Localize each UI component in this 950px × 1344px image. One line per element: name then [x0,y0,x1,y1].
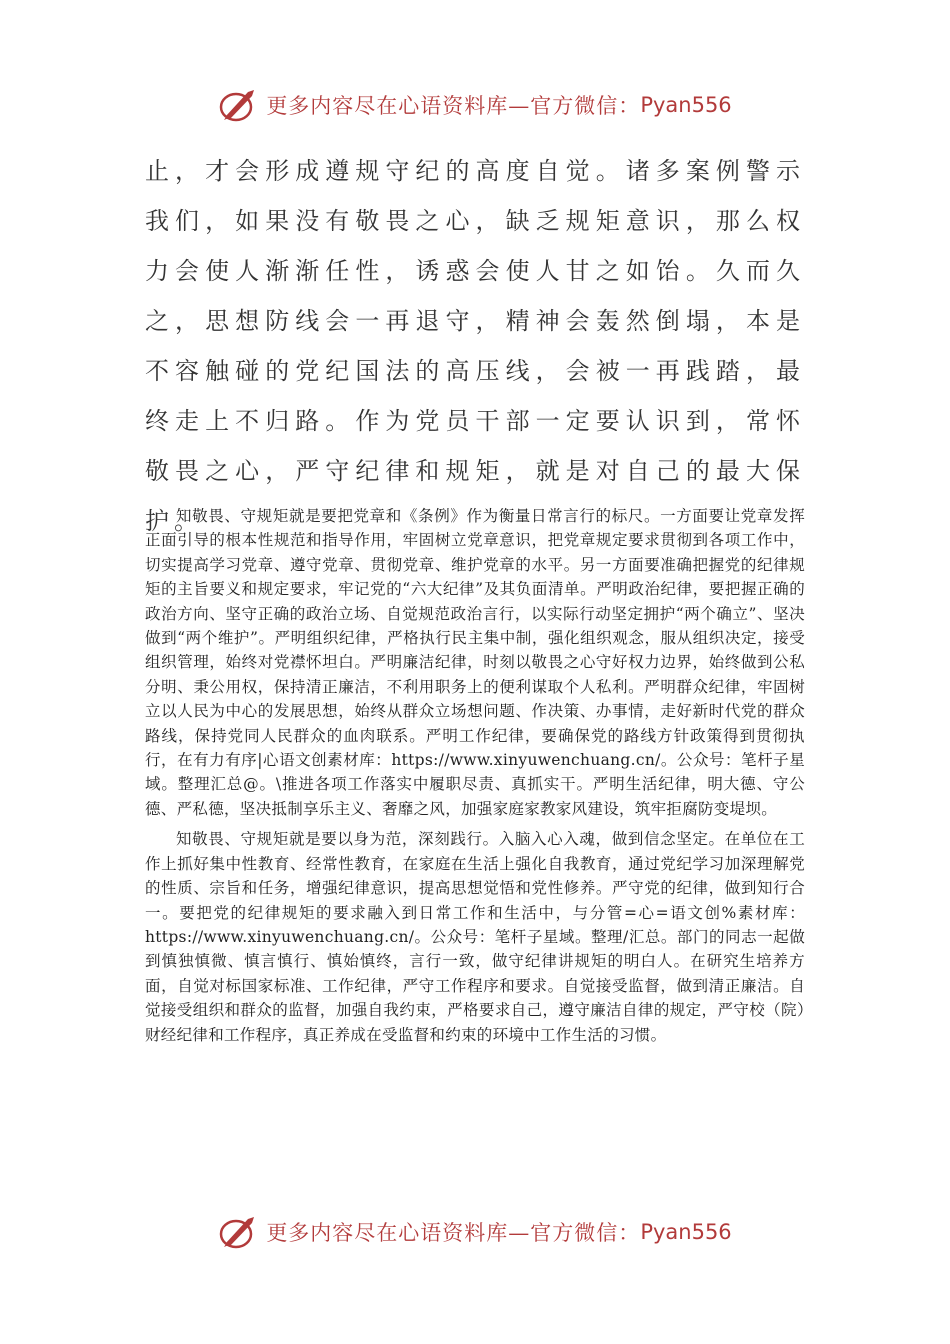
banner-slogan: 更多内容尽在心语资料库—官方微信： [266,94,641,118]
pen-logo-icon [218,1213,260,1251]
large-paragraph: 止，才会形成遵规守纪的高度自觉。诸多案例警示我们，如果没有敬畏之心，缺乏规矩意识，那么权力会使人渐渐任性，诱惑会使人甘之如饴。久而久之，思想防线会一再退守，精神会轰然倒塌，本是不容触碰的党纪国法的高压线，会被一再践踏，最终走上不归路。作为党员干部一定要认识到，常怀敬畏之心，严守纪律和规矩，就是对自己的最大保护。 [145,157,805,535]
paragraph: 知敬畏、守规矩就是要以身为范，深刻践行。入脑入心入魂，做到信念坚定。在单位在工作上抓好集中性教育、经常性教育，在家庭在生活上强化自我教育，通过党纪学习加深理解党的性质、宗旨和任务，增强纪律意识，提高思想觉悟和党性修养。严守党的纪律，做到知行合一。要把党的纪律规矩的要求融入到日常工作和生活中，与分管=心=语文创%素材库：https://www.xinyuwenchuang.cn/。公众号：笔杆子星域。整理/汇总。部门的同志一起做到慎独慎微、慎言慎行、慎始慎终，言行一致，做守纪律讲规矩的明白人。在研究生培养方面，自觉对标国家标准、工作纪律，严守工作程序和要求。自觉接受监督，做到清正廉洁。自觉接受组织和群众的监督，加强自我约束，严格要求自己，遵守廉洁自律的规定，严守校（院）财经纪律和工作程序，真正养成在受监督和约束的环境中工作生活的习惯。 [145,830,805,1044]
pen-logo-icon [218,86,260,124]
banner-slogan: 更多内容尽在心语资料库—官方微信： [266,1221,641,1245]
wechat-id: Pyan556 [640,1220,732,1244]
header-banner [0,83,950,127]
paragraph: 知敬畏、守规矩就是要把党章和《条例》作为衡量日常言行的标尺。一方面要让党章发挥正面引导的根本性规范和指导作用，牢固树立党章意识，把党章规定要求贯彻到各项工作中，切实提高学习党章、遵守党章、贯彻党章、维护党章的水平。另一方面要准确把握党的纪律规矩的主旨要义和规定要求，牢记党的“六大纪律”及其负面清单。严明政治纪律，要把握正确的政治方向、坚守正确的政治立场、自觉规范政治言行，以实际行动坚定拥护“两个确立”、坚决做到“两个维护”。严明组织纪律，严格执行民主集中制，强化组织观念，服从组织决定，接受组织管理，始终对党襟怀坦白。严明廉洁纪律，时刻以敬畏之心守好权力边界，始终做到公私分明、秉公用权，保持清正廉洁，不利用职务上的便利谋取个人私利。严明群众纪律，牢固树立以人民为中心的发展思想，始终从群众立场想问题、作决策、办事情，走好新时代党的群众路线，保持党同人民群众的血肉联系。严明工作纪律，要确保党的路线方针政策得到贯彻执行，在有力有序|心语文创素材库：https://www.xinyuwenchuang.cn/。公众号：笔杆子星域。整理汇总@。\推进各项工作落实中履职尽责、真抓实干。严明生活纪律，明大德、守公德、严私德，坚决抵制享乐主义、奢靡之风，加强家庭家教家风建设，筑牢拒腐防变堤坝。 [145,507,805,818]
footer-banner [0,1210,950,1254]
body-text [145,504,805,1053]
wechat-id: Pyan556 [640,93,732,117]
